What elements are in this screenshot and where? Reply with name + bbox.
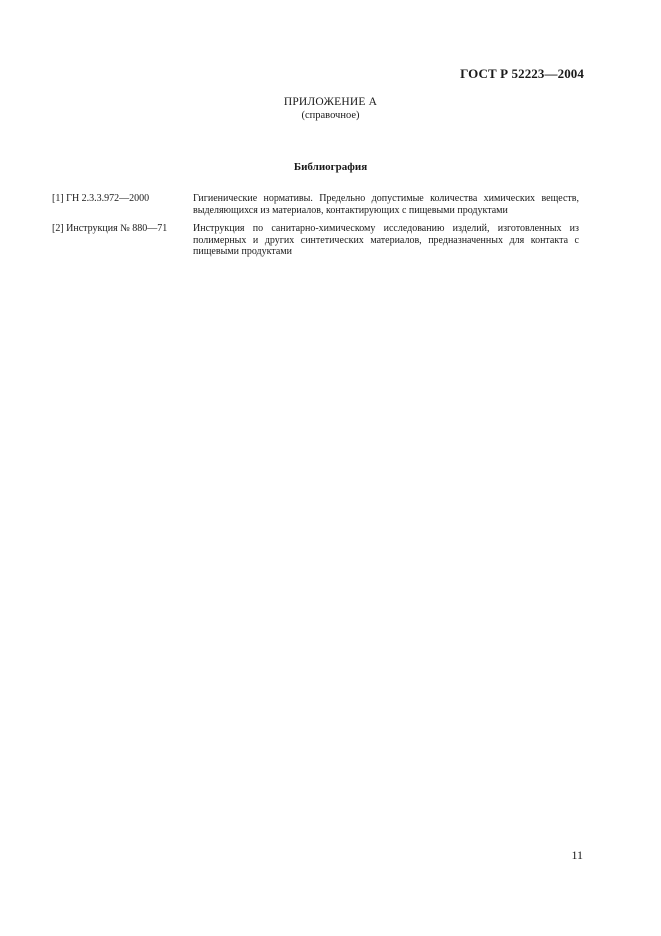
bibliography-list xyxy=(52,193,579,265)
appendix-subtitle: (справочное) xyxy=(301,110,360,121)
bibliography-ref: [2] Инструкция № 880—71 xyxy=(52,223,168,235)
bibliography-entry xyxy=(52,193,579,216)
bibliography-text: Инструкция по санитарно-химическому исследованию изделий, изготовленных из полимерных и других синтетических материалов, предназначенных для контакта с пищевыми продуктами xyxy=(193,223,579,258)
bibliography-heading: Библиография xyxy=(293,161,368,173)
appendix-title: ПРИЛОЖЕНИЕ А xyxy=(283,96,378,108)
bibliography-ref: [1] ГН 2.3.3.972—2000 xyxy=(52,193,150,204)
bibliography-entry xyxy=(52,223,579,258)
standard-code: ГОСТ Р 52223—2004 xyxy=(460,66,584,81)
page-number: 11 xyxy=(571,848,583,862)
appendix-header xyxy=(0,96,661,122)
bibliography-text: Гигиенические нормативы. Предельно допустимые количества химических веществ, выделяющихся из материалов, контактирующих с пищевыми продуктами xyxy=(193,193,579,216)
